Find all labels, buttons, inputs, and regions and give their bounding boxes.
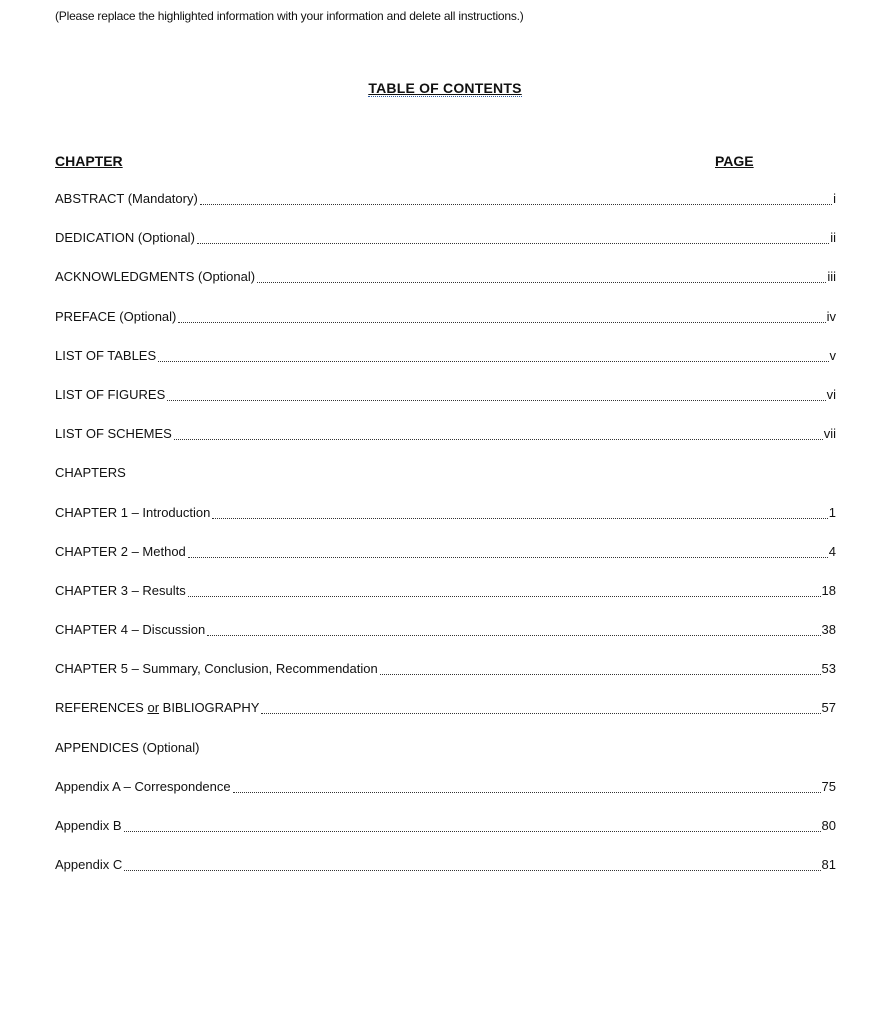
toc-entry-chapter-2[interactable] <box>55 544 836 583</box>
dot-leader <box>124 818 821 832</box>
dot-leader <box>200 191 832 205</box>
entry-label <box>55 700 260 715</box>
dot-leader <box>212 505 827 519</box>
entry-label: CHAPTER 3 – Results <box>55 582 186 598</box>
instructions-text: (Please replace the highlighted information with your information and delete all instructions.) <box>55 9 524 23</box>
entry-label: Appendix B <box>55 818 122 833</box>
toc-entry-dedication[interactable] <box>55 230 836 269</box>
entry-label: LIST OF SCHEMES <box>55 426 172 442</box>
entry-label: LIST OF TABLES <box>55 347 157 363</box>
entry-page-number: 18 <box>821 582 836 598</box>
entry-page-number: 75 <box>821 778 836 794</box>
entry-page-number: 53 <box>821 661 836 677</box>
toc-entry-chapter-3[interactable] <box>55 583 836 622</box>
or-text: or <box>147 700 160 716</box>
dot-leader <box>178 309 825 323</box>
toc-entry-list-of-schemes[interactable] <box>55 426 836 465</box>
page-title <box>0 80 890 96</box>
toc-entries <box>55 191 836 896</box>
dot-leader <box>233 779 821 793</box>
dot-leader <box>207 622 820 636</box>
entry-page-number: ii <box>830 230 836 246</box>
entry-label: APPENDICES (Optional) <box>55 739 200 755</box>
entry-label: Appendix A – Correspondence <box>55 778 231 794</box>
entry-label: PREFACE (Optional) <box>55 308 177 324</box>
dot-leader <box>158 348 828 362</box>
toc-entry-preface[interactable] <box>55 309 836 348</box>
entry-page-number: 81 <box>821 857 836 873</box>
entry-label: CHAPTER 5 – Summary, Conclusion, Recommendation <box>55 661 378 677</box>
entry-page-number: i <box>833 191 836 206</box>
toc-heading-appendices <box>55 740 836 779</box>
entry-label: CHAPTER 1 – Introduction <box>55 504 211 520</box>
toc-title-text: TABLE OF CONTENTS <box>368 80 522 96</box>
toc-entry-chapter-4[interactable] <box>55 622 836 661</box>
toc-entry-list-of-figures[interactable] <box>55 387 836 426</box>
entry-label: Appendix C <box>55 857 123 873</box>
entry-page-number: v <box>829 347 836 363</box>
entry-label: DEDICATION (Optional) <box>55 230 195 246</box>
chapter-column-header: CHAPTER <box>55 153 123 169</box>
entry-page-number: iii <box>827 269 836 285</box>
dot-leader <box>257 269 826 283</box>
entry-label: ACKNOWLEDGMENTS (Optional) <box>55 269 256 285</box>
dot-leader <box>380 661 821 675</box>
dot-leader <box>174 426 823 440</box>
entry-page-number: vi <box>826 386 836 402</box>
entry-page-number: 1 <box>828 504 836 520</box>
toc-entry-chapter-1[interactable] <box>55 505 836 544</box>
toc-entry-appendix-b[interactable] <box>55 818 836 857</box>
entry-label: CHAPTER 4 – Discussion <box>55 622 206 638</box>
entry-label: CHAPTERS <box>55 465 126 481</box>
entry-page-number: iv <box>826 308 836 324</box>
toc-entry-acknowledgments[interactable] <box>55 269 836 308</box>
entry-page-number: vii <box>823 426 836 442</box>
toc-heading-chapters <box>55 465 836 504</box>
bibliography-text: BIBLIOGRAPHY <box>159 700 260 716</box>
page-column-header: PAGE <box>715 153 754 169</box>
entry-page-number: 38 <box>821 622 836 638</box>
entry-label: ABSTRACT (Mandatory) <box>55 191 198 206</box>
toc-entry-appendix-a[interactable] <box>55 779 836 818</box>
dot-leader <box>124 857 820 871</box>
entry-page-number: 80 <box>821 818 836 833</box>
entry-label: CHAPTER 2 – Method <box>55 543 186 559</box>
references-text: REFERENCES <box>55 700 148 716</box>
dot-leader <box>188 583 821 597</box>
dot-leader <box>261 700 820 714</box>
dot-leader <box>197 230 829 244</box>
dot-leader <box>188 544 828 558</box>
entry-page-number: 57 <box>821 700 836 716</box>
toc-entry-chapter-5[interactable] <box>55 661 836 700</box>
entry-page-number: 4 <box>828 543 836 559</box>
toc-entry-list-of-tables[interactable] <box>55 348 836 387</box>
toc-entry-appendix-c[interactable] <box>55 857 836 896</box>
toc-entry-references[interactable] <box>55 700 836 739</box>
entry-label: LIST OF FIGURES <box>55 386 166 402</box>
toc-entry-abstract[interactable] <box>55 191 836 230</box>
dot-leader <box>167 387 825 401</box>
